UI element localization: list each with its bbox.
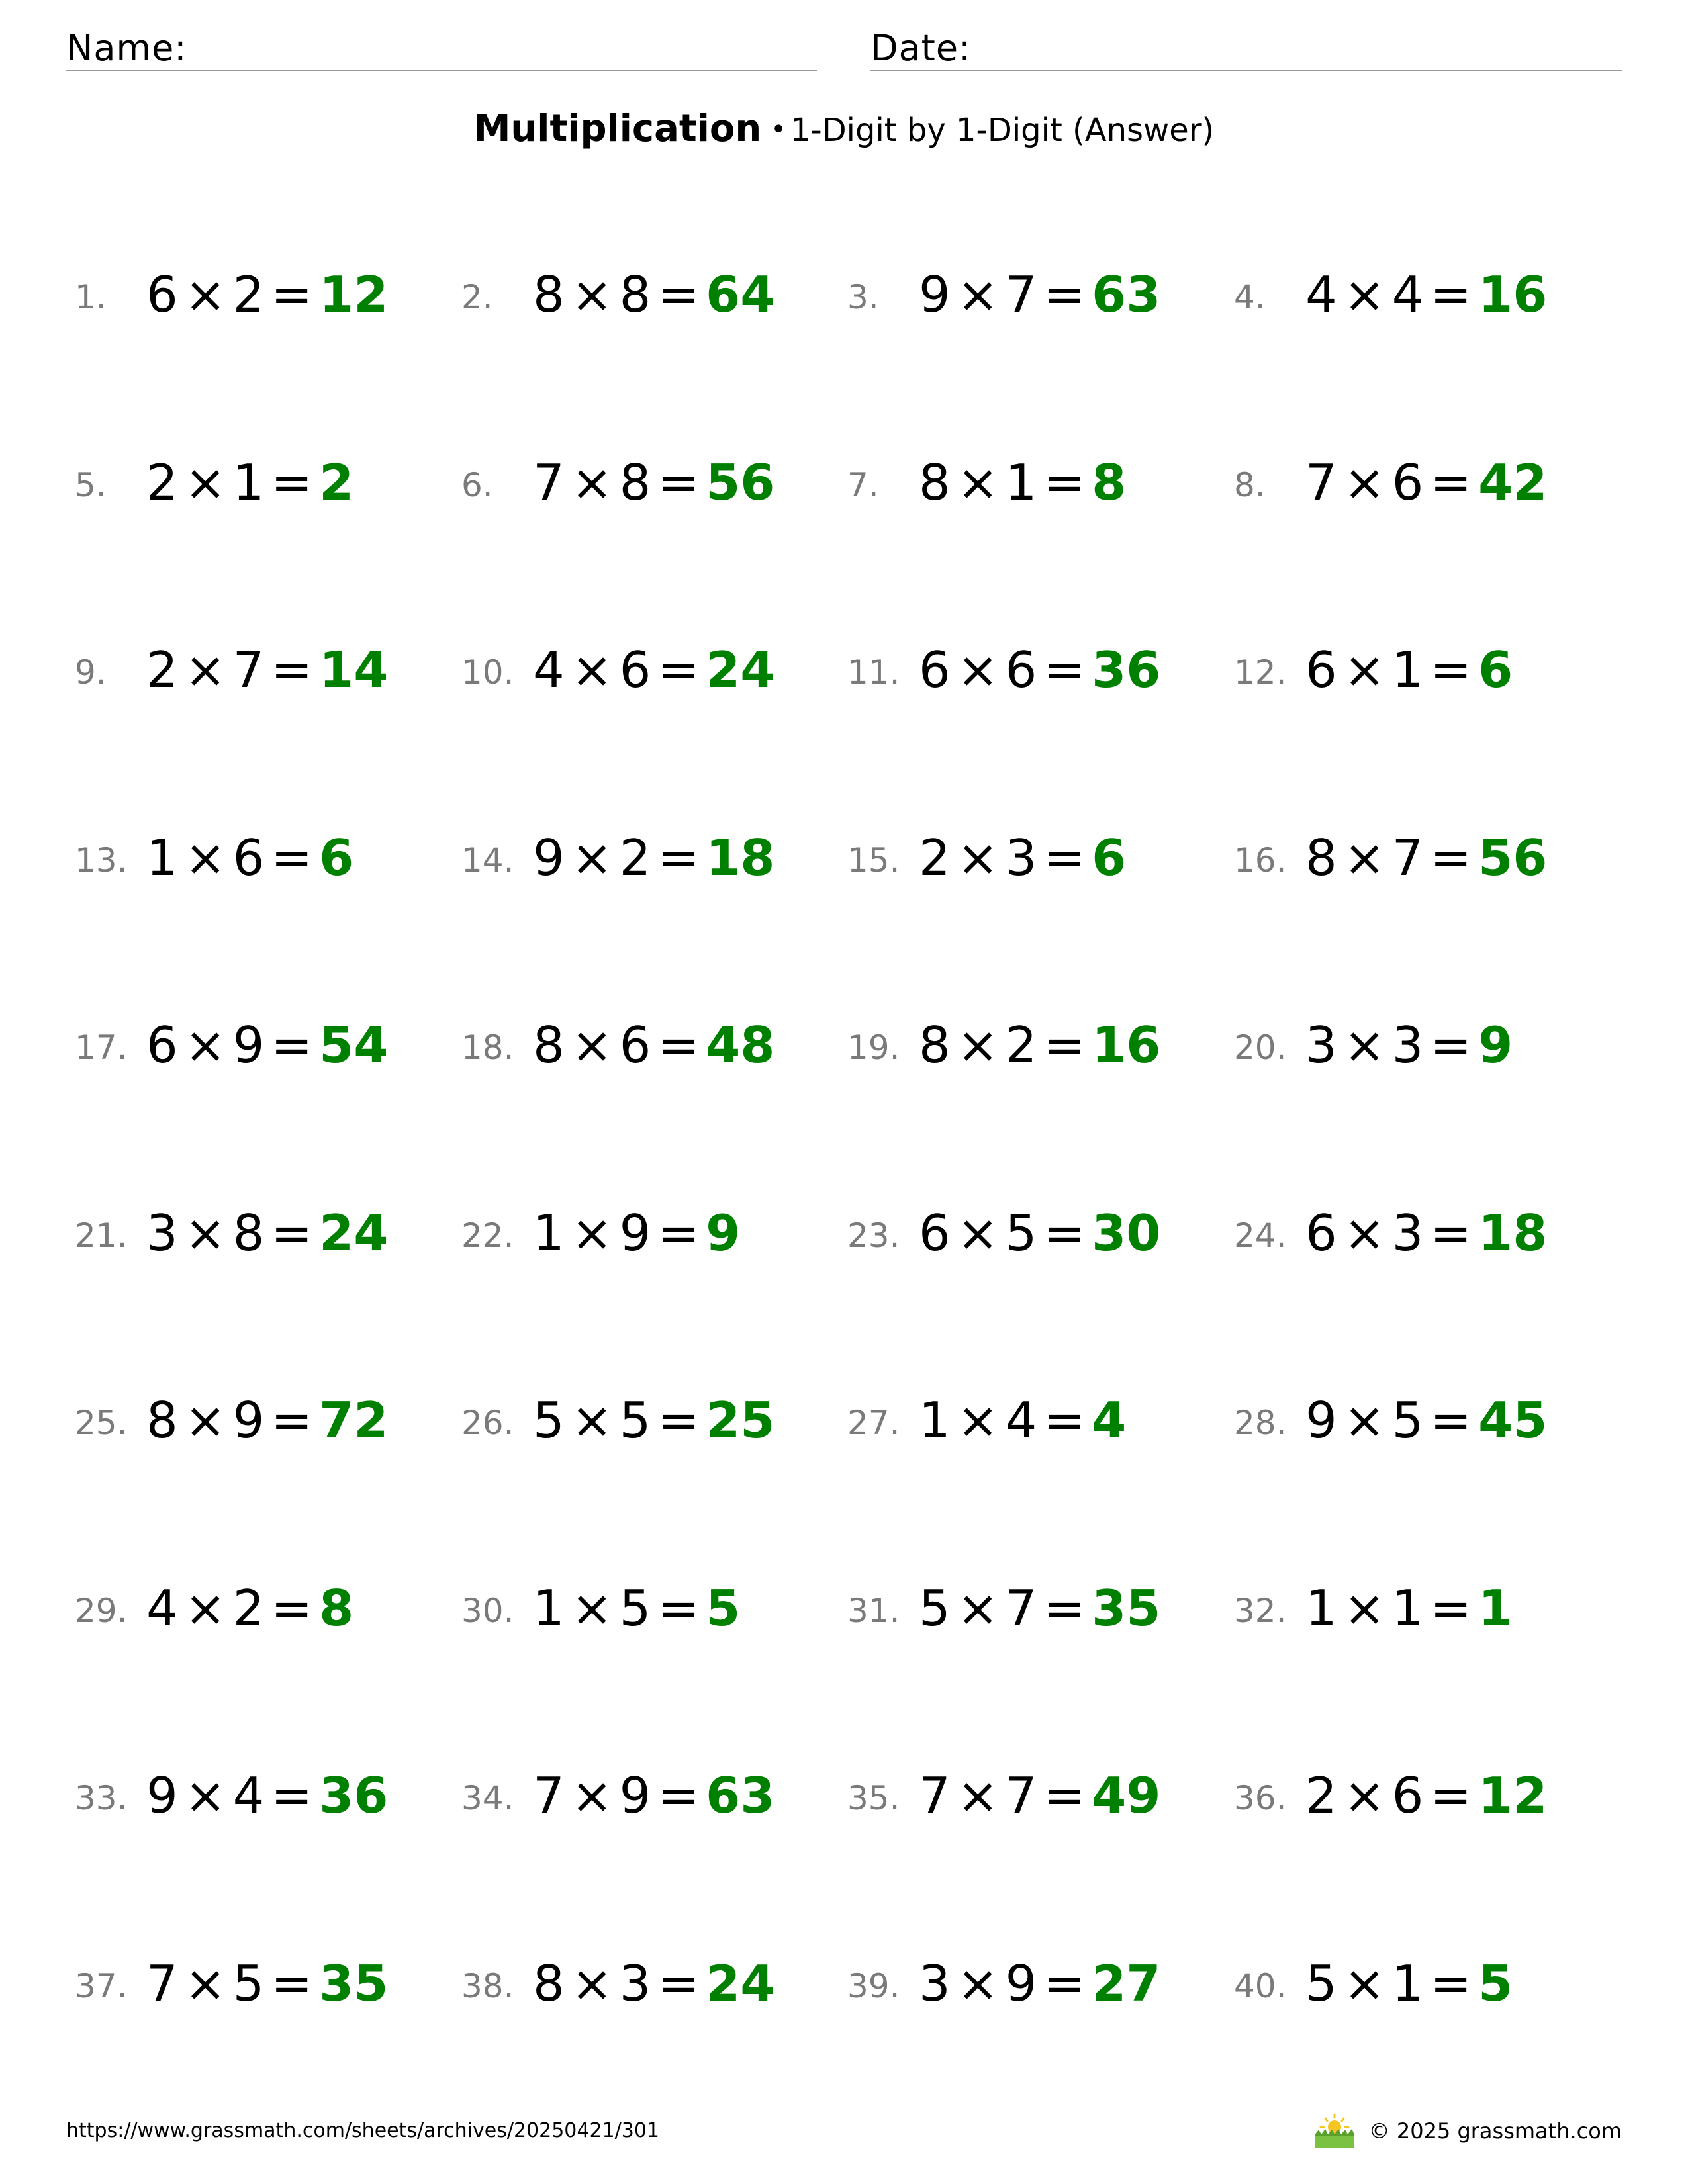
problem-number: 31. bbox=[847, 1591, 900, 1630]
problem-equation bbox=[533, 1578, 740, 1638]
equals-sign: = bbox=[1430, 1954, 1472, 2013]
problem-number: 3. bbox=[847, 278, 879, 316]
problem-equation bbox=[919, 1015, 1161, 1075]
problem-number: 39. bbox=[847, 1966, 900, 2005]
problem-number: 14. bbox=[461, 841, 514, 880]
problem-number: 7. bbox=[847, 465, 879, 504]
times-sign: × bbox=[1343, 1016, 1385, 1074]
answer: 12 bbox=[319, 265, 389, 324]
answer: 36 bbox=[319, 1766, 389, 1825]
answer: 12 bbox=[1478, 1766, 1548, 1825]
answer: 24 bbox=[319, 1203, 389, 1262]
problem-equation bbox=[1305, 1203, 1548, 1263]
times-sign: × bbox=[1343, 1954, 1385, 2013]
factor-a: 1 bbox=[533, 1203, 565, 1262]
factor-b: 3 bbox=[1391, 1203, 1424, 1262]
answer: 2 bbox=[319, 453, 354, 512]
times-sign: × bbox=[957, 1203, 999, 1262]
problem-number: 23. bbox=[847, 1216, 900, 1255]
problem-number: 28. bbox=[1234, 1404, 1287, 1442]
footer-url[interactable]: https://www.grassmath.com/sheets/archives/20250421/301 bbox=[66, 2119, 660, 2142]
answer: 63 bbox=[1092, 265, 1161, 324]
equals-sign: = bbox=[1430, 265, 1472, 324]
times-sign: × bbox=[184, 1016, 226, 1074]
factor-b: 5 bbox=[232, 1954, 265, 2013]
answer: 56 bbox=[1478, 828, 1548, 887]
equals-sign: = bbox=[657, 1391, 700, 1449]
equals-sign: = bbox=[1043, 641, 1086, 699]
times-sign: × bbox=[571, 828, 613, 887]
problem-number: 29. bbox=[75, 1591, 128, 1630]
times-sign: × bbox=[571, 1203, 613, 1262]
footer-branding bbox=[1313, 2113, 1622, 2150]
factor-b: 6 bbox=[232, 828, 265, 887]
equals-sign: = bbox=[271, 1016, 313, 1074]
problem-number: 26. bbox=[461, 1404, 514, 1442]
sun-over-grass-icon bbox=[1313, 2113, 1356, 2150]
factor-a: 4 bbox=[1305, 265, 1337, 324]
times-sign: × bbox=[957, 641, 999, 699]
problem-equation bbox=[146, 828, 353, 887]
factor-a: 7 bbox=[1305, 453, 1337, 512]
answer: 5 bbox=[1478, 1954, 1513, 2013]
problem-equation bbox=[1305, 828, 1548, 887]
times-sign: × bbox=[184, 828, 226, 887]
problem-number: 20. bbox=[1234, 1028, 1287, 1067]
factor-a: 3 bbox=[146, 1203, 178, 1262]
factor-a: 6 bbox=[146, 1016, 178, 1074]
answer: 42 bbox=[1478, 453, 1548, 512]
times-sign: × bbox=[957, 1954, 999, 2013]
factor-b: 2 bbox=[1005, 1016, 1037, 1074]
answer: 72 bbox=[319, 1391, 389, 1449]
equals-sign: = bbox=[657, 1766, 700, 1825]
answer: 4 bbox=[1092, 1391, 1127, 1449]
times-sign: × bbox=[184, 1954, 226, 2013]
answer: 18 bbox=[706, 828, 775, 887]
factor-a: 8 bbox=[533, 1016, 565, 1074]
problem-equation bbox=[1305, 1766, 1548, 1825]
factor-a: 9 bbox=[146, 1766, 178, 1825]
equals-sign: = bbox=[1043, 1578, 1086, 1637]
factor-a: 1 bbox=[1305, 1578, 1337, 1637]
problem-equation bbox=[919, 1954, 1161, 2013]
problem-equation bbox=[533, 453, 775, 512]
factor-a: 7 bbox=[146, 1954, 178, 2013]
factor-a: 8 bbox=[146, 1391, 178, 1449]
factor-a: 9 bbox=[533, 828, 565, 887]
equals-sign: = bbox=[1043, 265, 1086, 324]
factor-b: 5 bbox=[619, 1391, 651, 1449]
factor-a: 8 bbox=[919, 1016, 951, 1074]
name-label: Name: bbox=[66, 27, 187, 69]
times-sign: × bbox=[571, 265, 613, 324]
equals-sign: = bbox=[271, 641, 313, 699]
name-field[interactable] bbox=[66, 24, 817, 71]
factor-b: 3 bbox=[619, 1954, 651, 2013]
factor-a: 8 bbox=[919, 453, 951, 512]
answer: 48 bbox=[706, 1016, 775, 1074]
answer: 1 bbox=[1478, 1578, 1513, 1637]
factor-a: 6 bbox=[146, 265, 178, 324]
problem-number: 21. bbox=[75, 1216, 128, 1255]
factor-a: 8 bbox=[1305, 828, 1337, 887]
factor-b: 7 bbox=[1005, 265, 1037, 324]
answer: 54 bbox=[319, 1016, 389, 1074]
problem-number: 13. bbox=[75, 841, 128, 880]
problem-equation bbox=[533, 1954, 775, 2013]
times-sign: × bbox=[957, 1016, 999, 1074]
answer: 9 bbox=[706, 1203, 741, 1262]
factor-b: 9 bbox=[619, 1203, 651, 1262]
factor-a: 5 bbox=[919, 1578, 951, 1637]
equals-sign: = bbox=[657, 1016, 700, 1074]
equals-sign: = bbox=[1043, 1016, 1086, 1074]
equals-sign: = bbox=[271, 453, 313, 512]
equals-sign: = bbox=[1043, 1766, 1086, 1825]
problem-equation bbox=[146, 640, 389, 700]
title-separator: • bbox=[771, 114, 786, 145]
times-sign: × bbox=[1343, 828, 1385, 887]
problem-equation bbox=[919, 1578, 1161, 1638]
answer: 16 bbox=[1478, 265, 1548, 324]
factor-a: 6 bbox=[919, 641, 951, 699]
equals-sign: = bbox=[657, 1578, 700, 1637]
factor-b: 1 bbox=[1391, 641, 1424, 699]
date-field[interactable] bbox=[870, 24, 1622, 71]
problem-number: 38. bbox=[461, 1966, 514, 2005]
problem-number: 27. bbox=[847, 1404, 900, 1442]
factor-b: 1 bbox=[232, 453, 265, 512]
times-sign: × bbox=[1343, 1391, 1385, 1449]
problem-equation bbox=[1305, 453, 1548, 512]
factor-a: 7 bbox=[533, 1766, 565, 1825]
problem-equation bbox=[1305, 1015, 1513, 1075]
problem-number: 32. bbox=[1234, 1591, 1287, 1630]
factor-b: 7 bbox=[1391, 828, 1424, 887]
factor-a: 6 bbox=[1305, 641, 1337, 699]
equals-sign: = bbox=[1430, 1391, 1472, 1449]
factor-a: 7 bbox=[919, 1766, 951, 1825]
title-main: Multiplication bbox=[473, 107, 762, 150]
answer: 45 bbox=[1478, 1391, 1548, 1449]
problem-number: 34. bbox=[461, 1779, 514, 1817]
problem-number: 16. bbox=[1234, 841, 1287, 880]
equals-sign: = bbox=[1043, 453, 1086, 512]
factor-a: 1 bbox=[146, 828, 178, 887]
times-sign: × bbox=[957, 453, 999, 512]
equals-sign: = bbox=[657, 1954, 700, 2013]
answer: 5 bbox=[706, 1578, 741, 1637]
date-label: Date: bbox=[870, 27, 972, 69]
answer: 24 bbox=[706, 1954, 775, 2013]
equals-sign: = bbox=[271, 265, 313, 324]
equals-sign: = bbox=[1430, 1766, 1472, 1825]
problem-number: 2. bbox=[461, 278, 493, 316]
equals-sign: = bbox=[1043, 828, 1086, 887]
times-sign: × bbox=[957, 1391, 999, 1449]
factor-b: 1 bbox=[1391, 1578, 1424, 1637]
times-sign: × bbox=[571, 1578, 613, 1637]
answer: 36 bbox=[1092, 641, 1161, 699]
times-sign: × bbox=[957, 265, 999, 324]
problem-equation bbox=[919, 265, 1161, 324]
factor-b: 7 bbox=[1005, 1766, 1037, 1825]
factor-b: 5 bbox=[1391, 1391, 1424, 1449]
times-sign: × bbox=[571, 1766, 613, 1825]
problem-number: 11. bbox=[847, 653, 900, 692]
answer: 14 bbox=[319, 641, 389, 699]
problem-equation bbox=[146, 1578, 353, 1638]
factor-b: 1 bbox=[1005, 453, 1037, 512]
times-sign: × bbox=[1343, 641, 1385, 699]
equals-sign: = bbox=[1043, 1391, 1086, 1449]
problem-equation bbox=[146, 453, 353, 512]
answer: 24 bbox=[706, 641, 775, 699]
times-sign: × bbox=[184, 641, 226, 699]
times-sign: × bbox=[184, 265, 226, 324]
problem-equation bbox=[1305, 1578, 1513, 1638]
problem-equation bbox=[1305, 640, 1513, 700]
factor-a: 6 bbox=[1305, 1203, 1337, 1262]
equals-sign: = bbox=[1430, 1016, 1472, 1074]
problem-number: 6. bbox=[461, 465, 493, 504]
factor-b: 6 bbox=[1391, 1766, 1424, 1825]
answer: 6 bbox=[1478, 641, 1513, 699]
problem-equation bbox=[146, 1390, 389, 1450]
answer: 30 bbox=[1092, 1203, 1161, 1262]
times-sign: × bbox=[184, 453, 226, 512]
factor-b: 5 bbox=[619, 1578, 651, 1637]
factor-a: 3 bbox=[1305, 1016, 1337, 1074]
factor-a: 2 bbox=[146, 641, 178, 699]
problem-number: 10. bbox=[461, 653, 514, 692]
problem-equation bbox=[533, 828, 775, 887]
equals-sign: = bbox=[657, 265, 700, 324]
equals-sign: = bbox=[1430, 641, 1472, 699]
factor-b: 6 bbox=[619, 1016, 651, 1074]
factor-b: 5 bbox=[1005, 1203, 1037, 1262]
answer: 56 bbox=[706, 453, 775, 512]
problem-equation bbox=[146, 265, 389, 324]
problem-equation bbox=[533, 1203, 740, 1263]
problem-number: 37. bbox=[75, 1966, 128, 2005]
factor-a: 5 bbox=[1305, 1954, 1337, 2013]
times-sign: × bbox=[571, 1391, 613, 1449]
answer: 6 bbox=[1092, 828, 1127, 887]
factor-a: 8 bbox=[533, 265, 565, 324]
problem-equation bbox=[919, 1390, 1126, 1450]
factor-b: 7 bbox=[232, 641, 265, 699]
answer: 35 bbox=[319, 1954, 389, 2013]
factor-a: 7 bbox=[533, 453, 565, 512]
problem-equation bbox=[533, 640, 775, 700]
factor-b: 7 bbox=[1005, 1578, 1037, 1637]
factor-b: 4 bbox=[232, 1766, 265, 1825]
problem-number: 22. bbox=[461, 1216, 514, 1255]
problem-equation bbox=[919, 453, 1126, 512]
equals-sign: = bbox=[1430, 453, 1472, 512]
problem-equation bbox=[919, 1203, 1161, 1263]
factor-a: 2 bbox=[1305, 1766, 1337, 1825]
equals-sign: = bbox=[271, 1578, 313, 1637]
factor-b: 4 bbox=[1391, 265, 1424, 324]
equals-sign: = bbox=[271, 1391, 313, 1449]
factor-b: 8 bbox=[619, 453, 651, 512]
factor-b: 6 bbox=[1005, 641, 1037, 699]
problem-number: 9. bbox=[75, 653, 107, 692]
answer: 27 bbox=[1092, 1954, 1161, 2013]
problem-number: 1. bbox=[75, 278, 107, 316]
times-sign: × bbox=[957, 828, 999, 887]
times-sign: × bbox=[957, 1578, 999, 1637]
equals-sign: = bbox=[657, 641, 700, 699]
factor-b: 6 bbox=[1391, 453, 1424, 512]
answer: 8 bbox=[319, 1578, 354, 1637]
factor-b: 6 bbox=[619, 641, 651, 699]
problem-number: 36. bbox=[1234, 1779, 1287, 1817]
problem-equation bbox=[146, 1203, 389, 1263]
answer: 63 bbox=[706, 1766, 775, 1825]
factor-b: 2 bbox=[619, 828, 651, 887]
problem-number: 33. bbox=[75, 1779, 128, 1817]
factor-a: 1 bbox=[533, 1578, 565, 1637]
equals-sign: = bbox=[657, 828, 700, 887]
problem-number: 19. bbox=[847, 1028, 900, 1067]
factor-a: 1 bbox=[919, 1391, 951, 1449]
times-sign: × bbox=[1343, 1203, 1385, 1262]
problem-number: 8. bbox=[1234, 465, 1266, 504]
equals-sign: = bbox=[1430, 828, 1472, 887]
problem-number: 17. bbox=[75, 1028, 128, 1067]
factor-b: 4 bbox=[1005, 1391, 1037, 1449]
problem-number: 35. bbox=[847, 1779, 900, 1817]
problem-equation bbox=[146, 1015, 389, 1075]
problem-equation bbox=[1305, 265, 1548, 324]
answer: 6 bbox=[319, 828, 354, 887]
problem-number: 4. bbox=[1234, 278, 1266, 316]
problem-equation bbox=[146, 1954, 389, 2013]
equals-sign: = bbox=[1043, 1203, 1086, 1262]
answer: 18 bbox=[1478, 1203, 1548, 1262]
problem-equation bbox=[533, 1766, 775, 1825]
title-subtitle: 1-Digit by 1-Digit (Answer) bbox=[790, 112, 1215, 149]
problem-number: 15. bbox=[847, 841, 900, 880]
problem-equation bbox=[919, 1766, 1161, 1825]
answer: 9 bbox=[1478, 1016, 1513, 1074]
factor-a: 9 bbox=[919, 265, 951, 324]
times-sign: × bbox=[1343, 1766, 1385, 1825]
factor-a: 9 bbox=[1305, 1391, 1337, 1449]
equals-sign: = bbox=[1430, 1578, 1472, 1637]
factor-a: 8 bbox=[533, 1954, 565, 2013]
answer: 49 bbox=[1092, 1766, 1161, 1825]
problem-equation bbox=[919, 828, 1126, 887]
equals-sign: = bbox=[271, 828, 313, 887]
equals-sign: = bbox=[657, 1203, 700, 1262]
times-sign: × bbox=[1343, 265, 1385, 324]
factor-b: 2 bbox=[232, 1578, 265, 1637]
problem-number: 12. bbox=[1234, 653, 1287, 692]
worksheet-title bbox=[0, 106, 1688, 161]
times-sign: × bbox=[1343, 1578, 1385, 1637]
problem-number: 18. bbox=[461, 1028, 514, 1067]
factor-a: 6 bbox=[919, 1203, 951, 1262]
factor-b: 1 bbox=[1391, 1954, 1424, 2013]
problem-equation bbox=[146, 1766, 389, 1825]
times-sign: × bbox=[184, 1578, 226, 1637]
times-sign: × bbox=[1343, 453, 1385, 512]
factor-a: 4 bbox=[146, 1578, 178, 1637]
equals-sign: = bbox=[1043, 1954, 1086, 2013]
problem-number: 5. bbox=[75, 465, 107, 504]
problem-equation bbox=[533, 1015, 775, 1075]
equals-sign: = bbox=[271, 1766, 313, 1825]
times-sign: × bbox=[571, 1954, 613, 2013]
times-sign: × bbox=[184, 1391, 226, 1449]
equals-sign: = bbox=[271, 1954, 313, 2013]
factor-a: 3 bbox=[919, 1954, 951, 2013]
factor-a: 2 bbox=[919, 828, 951, 887]
factor-a: 2 bbox=[146, 453, 178, 512]
factor-b: 9 bbox=[232, 1016, 265, 1074]
equals-sign: = bbox=[271, 1203, 313, 1262]
times-sign: × bbox=[571, 1016, 613, 1074]
equals-sign: = bbox=[657, 453, 700, 512]
problem-equation bbox=[1305, 1390, 1548, 1450]
problem-equation bbox=[533, 265, 775, 324]
answer: 64 bbox=[706, 265, 775, 324]
answer: 16 bbox=[1092, 1016, 1161, 1074]
factor-b: 3 bbox=[1391, 1016, 1424, 1074]
problem-number: 30. bbox=[461, 1591, 514, 1630]
equals-sign: = bbox=[1430, 1203, 1472, 1262]
answer: 8 bbox=[1092, 453, 1127, 512]
problem-number: 40. bbox=[1234, 1966, 1287, 2005]
factor-b: 3 bbox=[1005, 828, 1037, 887]
factor-b: 2 bbox=[232, 265, 265, 324]
answer: 25 bbox=[706, 1391, 775, 1449]
factor-b: 8 bbox=[619, 265, 651, 324]
factor-b: 8 bbox=[232, 1203, 265, 1262]
times-sign: × bbox=[571, 453, 613, 512]
problem-equation bbox=[533, 1390, 775, 1450]
problem-number: 24. bbox=[1234, 1216, 1287, 1255]
factor-b: 9 bbox=[232, 1391, 265, 1449]
copyright-text: © 2025 grassmath.com bbox=[1368, 2118, 1622, 2144]
times-sign: × bbox=[184, 1766, 226, 1825]
times-sign: × bbox=[184, 1203, 226, 1262]
problem-equation bbox=[1305, 1954, 1513, 2013]
factor-b: 9 bbox=[1005, 1954, 1037, 2013]
factor-b: 9 bbox=[619, 1766, 651, 1825]
problem-equation bbox=[919, 640, 1161, 700]
times-sign: × bbox=[957, 1766, 999, 1825]
answer: 35 bbox=[1092, 1578, 1161, 1637]
factor-a: 5 bbox=[533, 1391, 565, 1449]
times-sign: × bbox=[571, 641, 613, 699]
problem-number: 25. bbox=[75, 1404, 128, 1442]
factor-a: 4 bbox=[533, 641, 565, 699]
